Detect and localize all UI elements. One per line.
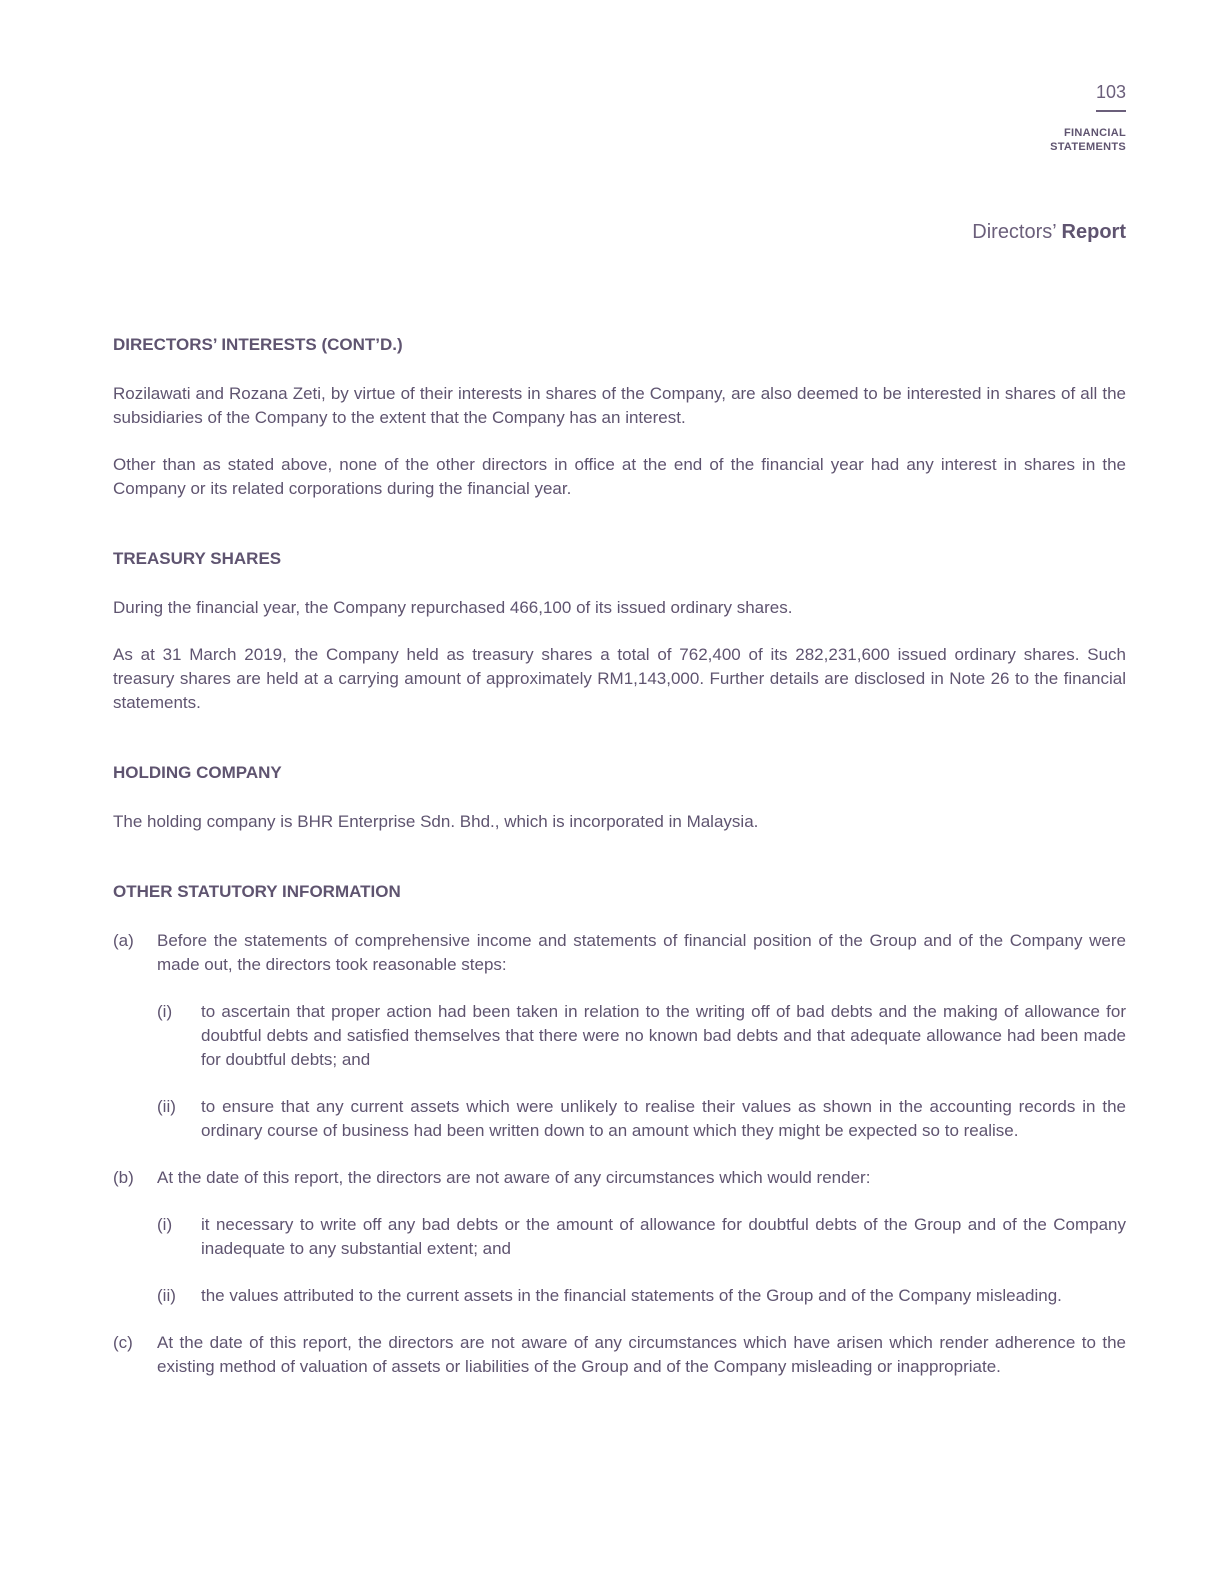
list-item-a-i bbox=[157, 1000, 1126, 1072]
page-number: 103 bbox=[1095, 82, 1126, 102]
report-title-light: Directors’ bbox=[972, 221, 1062, 243]
list-item-b-i-text: it necessary to write off any bad debts or the amount of allowance for doubtful debts of the Group and of the Company inadequate to any substantial extent; and bbox=[201, 1215, 1126, 1258]
section-tag-line1: FINANCIAL bbox=[1064, 127, 1126, 139]
list-item-b-i bbox=[157, 1213, 1126, 1261]
list-item-c-text: At the date of this report, the directors are not aware of any circumstances which have arisen which render adherence to the existing method of valuation of assets or liabilities of the Group and of the Company misleading or inappropriate. bbox=[157, 1333, 1126, 1376]
page-number-divider bbox=[1096, 110, 1126, 112]
list-item-b-body bbox=[157, 1166, 1126, 1308]
sub-list-marker: (i) bbox=[157, 1215, 173, 1234]
list-item-b-text: At the date of this report, the directors are not aware of any circumstances which would render: bbox=[157, 1168, 871, 1187]
treasury-shares-heading: TREASURY SHARES bbox=[113, 549, 282, 568]
report-title-bold: Report bbox=[1061, 221, 1126, 243]
list-item-a-ii-text: to ensure that any current assets which were unlikely to realise their values as shown in the accounting records in the ordinary course of business had been written down to an amount which they might be expected so to realise. bbox=[201, 1097, 1126, 1140]
list-marker: (c) bbox=[113, 1333, 133, 1352]
document-body bbox=[113, 334, 1126, 1379]
list-item-a bbox=[113, 929, 1126, 1143]
list-item-a-i-text: to ascertain that proper action had been taken in relation to the writing off of bad debts and the making of allowance for doubtful debts and satisfied themselves that there were no known bad debts and that adequate allowance had been made for doubtful debts; and bbox=[201, 1002, 1126, 1069]
list-item-b bbox=[113, 1166, 1126, 1308]
report-title bbox=[972, 221, 1126, 244]
sub-list-marker: (ii) bbox=[157, 1286, 176, 1305]
other-statutory-heading: OTHER STATUTORY INFORMATION bbox=[113, 882, 401, 901]
treasury-shares-paragraph-2: As at 31 March 2019, the Company held as treasury shares a total of 762,400 of its 282,231,600 issued ordinary shares. Such treasury shares are held at a carrying amount of approximately RM1,143,000. Further details are disclosed in Note 26 to the financial statements. bbox=[113, 645, 1126, 712]
list-item-a-text: Before the statements of comprehensive income and statements of financial position of the Group and of the Company were made out, the directors took reasonable steps: bbox=[157, 931, 1126, 974]
sub-list-marker: (i) bbox=[157, 1002, 173, 1021]
treasury-shares-paragraph-1: During the financial year, the Company repurchased 466,100 of its issued ordinary shares. bbox=[113, 598, 793, 617]
list-item-a-body bbox=[157, 929, 1126, 1143]
list-item-c bbox=[113, 1331, 1126, 1379]
list-item-b-ii-text: the values attributed to the current assets in the financial statements of the Group and of the Company misleading. bbox=[201, 1286, 1062, 1305]
list-marker: (a) bbox=[113, 931, 134, 950]
directors-interests-heading: DIRECTORS’ INTERESTS (CONT’D.) bbox=[113, 335, 403, 354]
section-tag-line2: STATEMENTS bbox=[1050, 141, 1126, 153]
list-item-b-ii bbox=[157, 1284, 1126, 1308]
directors-interests-paragraph-1: Rozilawati and Rozana Zeti, by virtue of their interests in shares of the Company, are also deemed to be interested in shares of all the subsidiaries of the Company to the extent that the Company has an interest. bbox=[113, 384, 1126, 427]
holding-company-paragraph: The holding company is BHR Enterprise Sdn. Bhd., which is incorporated in Malaysia. bbox=[113, 812, 759, 831]
list-item-a-ii bbox=[157, 1095, 1126, 1143]
list-marker: (b) bbox=[113, 1168, 134, 1187]
sub-list-marker: (ii) bbox=[157, 1097, 176, 1116]
section-tag bbox=[1050, 126, 1126, 154]
directors-interests-paragraph-2: Other than as stated above, none of the other directors in office at the end of the financial year had any interest in shares in the Company or its related corporations during the financial year. bbox=[113, 455, 1126, 498]
holding-company-heading: HOLDING COMPANY bbox=[113, 763, 282, 782]
